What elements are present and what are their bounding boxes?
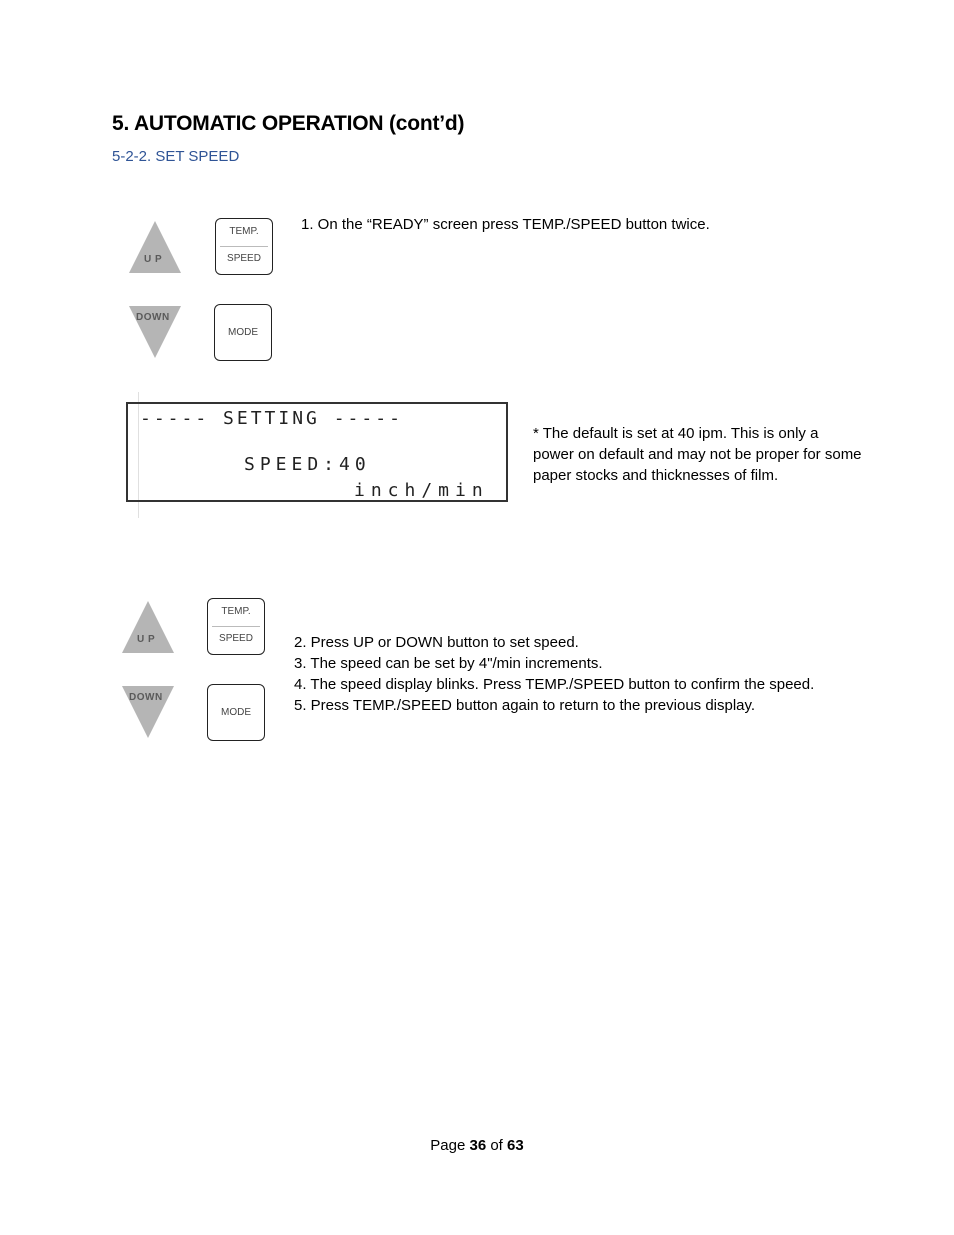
down-button-label: DOWN <box>129 692 163 703</box>
mode-button[interactable] <box>214 304 272 361</box>
button-divider <box>220 246 268 247</box>
button-divider <box>212 626 260 627</box>
current-page-number: 36 <box>469 1137 487 1154</box>
of-label: of <box>490 1137 503 1154</box>
step-1-text: 1. On the “READY” screen press TEMP./SPEED button twice. <box>301 216 710 233</box>
step-4-text: 4. The speed display blinks. Press TEMP./SPEED button to confirm the speed. <box>294 676 815 693</box>
page-label: Page <box>430 1137 466 1154</box>
speed-label: SPEED <box>219 633 253 644</box>
lcd-display <box>126 402 508 502</box>
step-5-text: 5. Press TEMP./SPEED button again to return to the previous display. <box>294 697 756 714</box>
up-arrow-icon <box>120 599 176 655</box>
step-3-text: 3. The speed can be set by 4"/min increments. <box>294 655 603 672</box>
lcd-line-2: SPEED:40 <box>244 454 371 475</box>
lcd-line-3: inch/min <box>354 480 489 501</box>
mode-label: MODE <box>228 327 258 338</box>
up-button-label: U P <box>144 254 163 265</box>
lcd-line-1: ----- SETTING ----- <box>140 408 403 429</box>
speed-label: SPEED <box>227 253 261 264</box>
section-subheading: 5-2-2. SET SPEED <box>112 148 240 165</box>
page-footer <box>0 1137 954 1154</box>
temp-speed-button[interactable] <box>215 218 273 275</box>
page-heading: 5. AUTOMATIC OPERATION (cont’d) <box>112 112 465 135</box>
temp-label: TEMP. <box>221 606 251 617</box>
temp-speed-button[interactable] <box>207 598 265 655</box>
total-pages-number: 63 <box>507 1137 524 1154</box>
mode-label: MODE <box>221 707 251 718</box>
mode-button[interactable] <box>207 684 265 741</box>
up-arrow-icon <box>127 219 183 275</box>
up-button-label: U P <box>137 634 156 645</box>
down-button-label: DOWN <box>136 312 170 323</box>
default-note: * The default is set at 40 ipm. This is only a power on default and may not be proper for some paper stocks and thicknesses of film. <box>533 425 862 484</box>
temp-label: TEMP. <box>229 226 259 237</box>
step-2-text: 2. Press UP or DOWN button to set speed. <box>294 634 579 651</box>
